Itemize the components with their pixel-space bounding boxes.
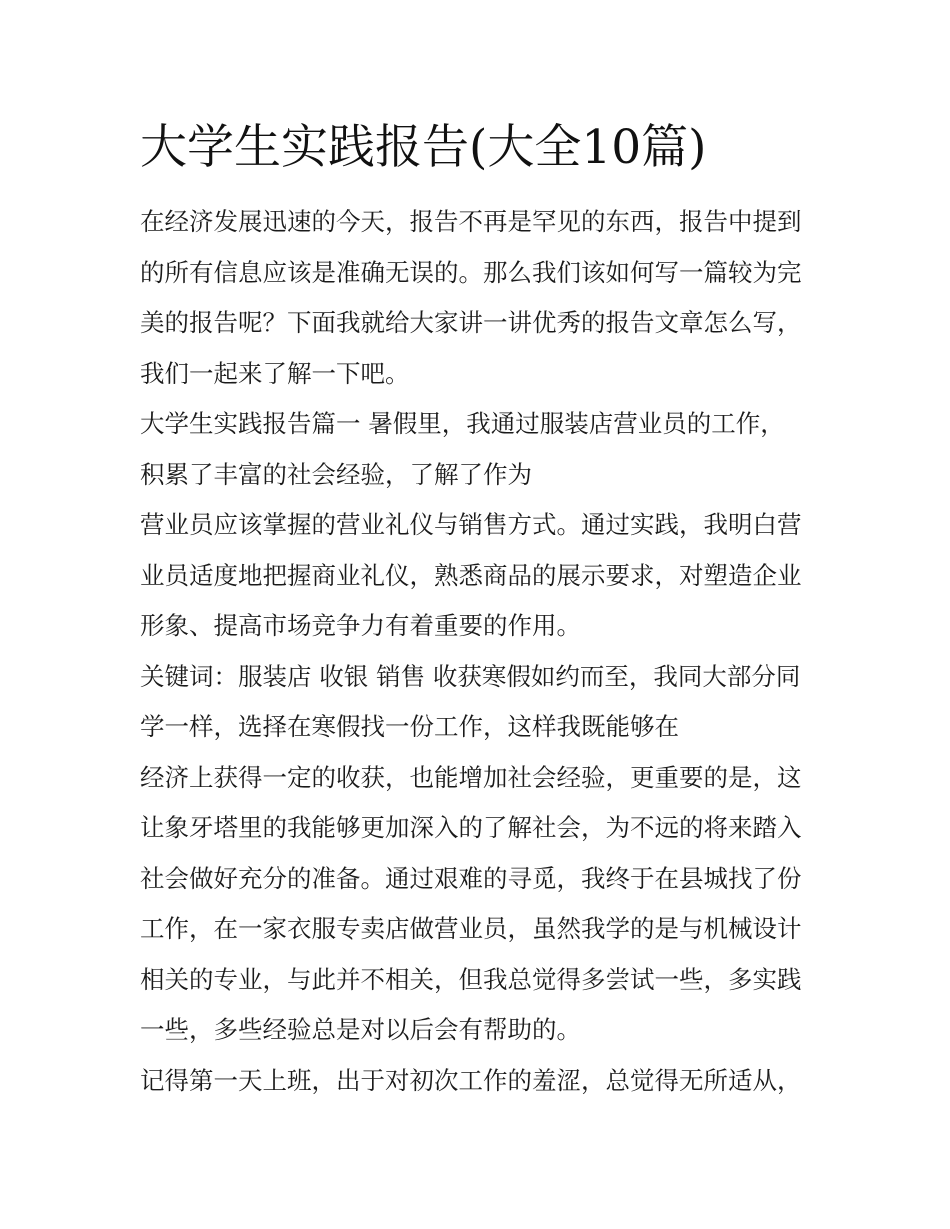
body-line: 营业员应该掌握的营业礼仪与销售方式。通过实践，我明白营 [140,510,802,539]
body-line: 相关的专业，与此并不相关，但我总觉得多尝试一些，多实践 [140,964,802,994]
body-line: 大学生实践报告篇一 暑假里，我通过服装店营业员的工作， [140,409,785,438]
body-line: 的所有信息应该是准确无误的。那么我们该如何写一篇较为完 [140,257,802,287]
body-line: 美的报告呢？下面我就给大家讲一讲优秀的报告文章怎么写， [140,308,802,337]
body-line: 积累了丰富的社会经验，了解了作为 [140,459,532,489]
body-line: 关键词：服装店 收银 销售 收获寒假如约而至，我同大部分同 [140,661,801,691]
body-line: 一些，多些经验总是对以后会有帮助的。 [140,1015,581,1044]
body-line: 记得第一天上班，出于对初次工作的羞涩，总觉得无所适从， [140,1065,802,1095]
body-line: 社会做好充分的准备。通过艰难的寻觅，我终于在县城找了份 [140,863,802,893]
body-line: 让象牙塔里的我能够更加深入的了解社会，为不远的将来踏入 [140,813,802,842]
body-line: 我们一起来了解一下吧。 [140,358,410,388]
body-line: 经济上获得一定的收获，也能增加社会经验，更重要的是，这 [140,762,802,792]
document-title: 大学生实践报告(大全10篇) [140,120,707,175]
body-line: 业员适度地把握商业礼仪，熟悉商品的展示要求，对塑造企业 [140,560,802,590]
body-line: 工作，在一家衣服专卖店做营业员，虽然我学的是与机械设计 [140,914,802,943]
body-line: 学一样，选择在寒假找一份工作，这样我既能够在 [140,712,679,741]
body-line: 形象、提高市场竞争力有着重要的作用。 [140,611,581,640]
body-line: 在经济发展迅速的今天，报告不再是罕见的东西，报告中提到 [140,207,802,236]
